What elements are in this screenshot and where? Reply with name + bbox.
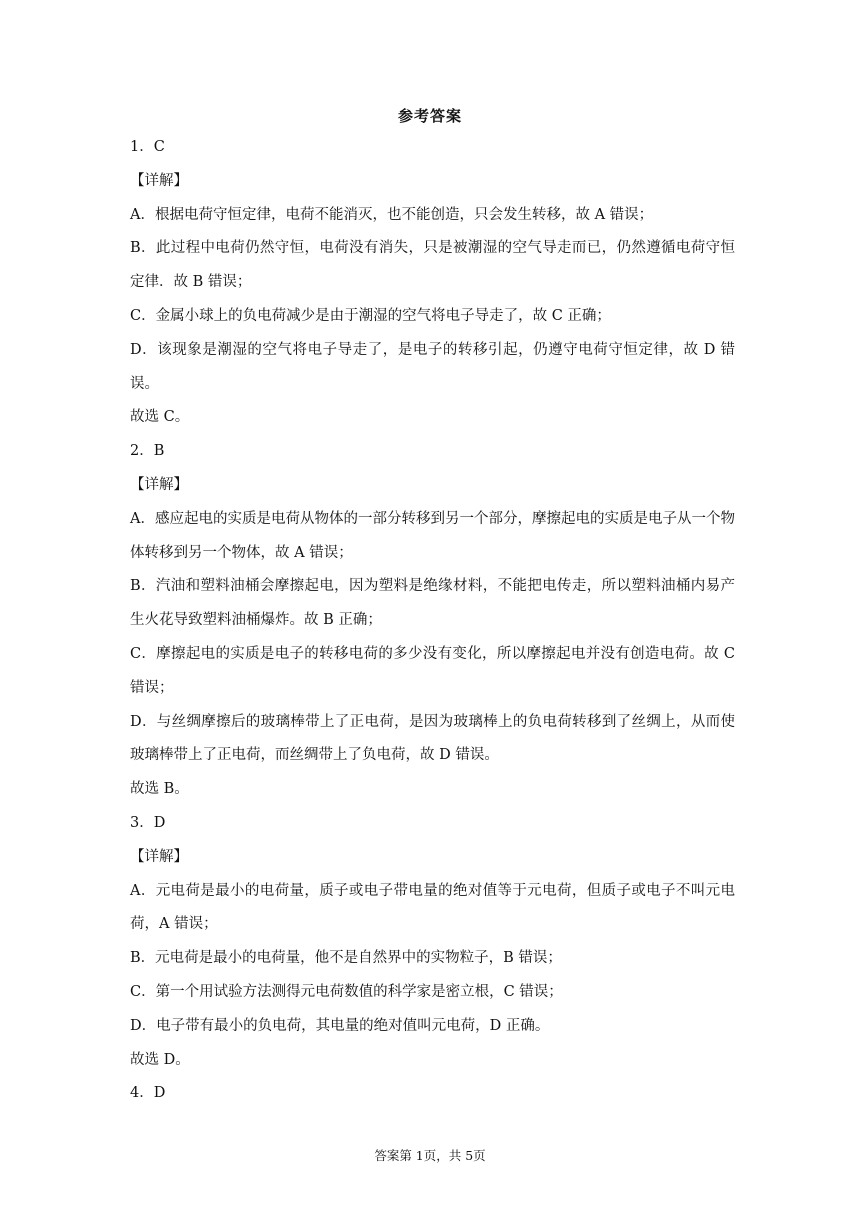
detail-label: 【详解】 <box>130 476 188 493</box>
answer-3-option-c: C．第一个用试验方法测得元电荷数值的科学家是密立根，C 错误； <box>130 983 563 1000</box>
answer-body <box>130 131 735 1111</box>
answer-2-heading: 2．B <box>130 443 165 460</box>
answer-3-heading: 3．D <box>130 814 166 831</box>
answer-4-heading: 4．D <box>130 1085 166 1102</box>
answer-1-option-a: A．根据电荷守恒定律，电荷不能消灭，也不能创造，只会发生转移，故 A 错误； <box>130 206 654 223</box>
detail-label: 【详解】 <box>130 172 188 189</box>
answer-1-option-c: C．金属小球上的负电荷减少是由于潮湿的空气将电子导走了，故 C 正确； <box>130 307 611 324</box>
page-title: 参考答案 <box>397 107 462 125</box>
answer-2-conclusion: 故选 B。 <box>130 781 189 798</box>
answer-3-conclusion: 故选 D。 <box>130 1051 190 1068</box>
answer-1-option-b: B．此过程中电荷仍然守恒，电荷没有消失，只是被潮湿的空气导走而已，仍然遵循电荷守恒定律．故 B 错误； <box>130 240 735 291</box>
detail-label: 【详解】 <box>130 848 188 865</box>
answer-3-option-d: D．电子带有最小的负电荷，其电量的绝对值叫元电荷，D 正确。 <box>130 1017 550 1034</box>
answer-1-heading: 1．C <box>130 139 165 155</box>
answer-2-option-b: B．汽油和塑料油桶会摩擦起电，因为塑料是绝缘材料，不能把电传走，所以塑料油桶内易产生火花导致塑料油桶爆炸。故 B 正确； <box>130 578 735 629</box>
answer-3-option-a: A．元电荷是最小的电荷量，质子或电子带电量的绝对值等于元电荷，但质子或电子不叫元电荷，A 错误； <box>130 882 735 933</box>
answer-2-option-a: A．感应起电的实质是电荷从物体的一部分转移到另一个部分，摩擦起电的实质是电子从一个物体转移到另一个物体，故 A 错误； <box>130 510 735 561</box>
answer-1-conclusion: 故选 C。 <box>130 409 190 426</box>
answer-3-option-b: B．元电荷是最小的电荷量，他不是自然界中的实物粒子，B 错误； <box>130 950 562 967</box>
answer-2-option-d: D．与丝绸摩擦后的玻璃棒带上了正电荷，是因为玻璃棒上的负电荷转移到了丝绸上，从而使玻璃棒带上了正电荷，而丝绸带上了负电荷，故 D 错误。 <box>130 713 735 764</box>
answer-2-option-c: C．摩擦起电的实质是电子的转移电荷的多少没有变化，所以摩擦起电并没有创造电荷。故 C 错误； <box>130 645 735 696</box>
page-footer: 答案第 1页，共 5页 <box>374 1148 486 1163</box>
answer-1-option-d: D．该现象是潮湿的空气将电子导走了，是电子的转移引起，仍遵守电荷守恒定律，故 D 错误。 <box>130 341 735 392</box>
